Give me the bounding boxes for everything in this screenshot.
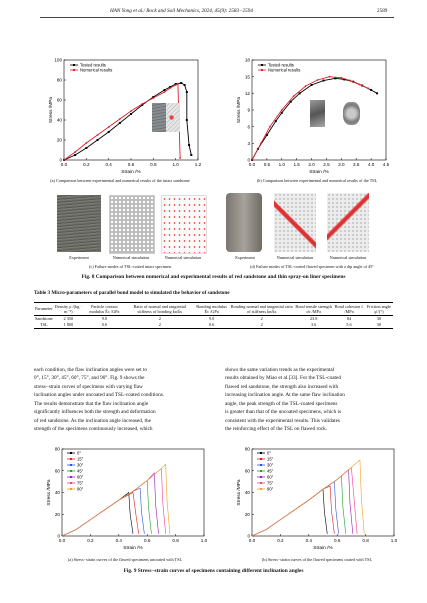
table-row <box>34 315 393 322</box>
x-tick-label: 1.0 <box>390 538 398 543</box>
y-tick-label: 40 <box>244 490 250 496</box>
x-tick-label: 0.4 <box>115 538 122 543</box>
fig8c-caption: (c) Failure modes of TSL-coated intact specimen <box>88 264 172 269</box>
y-tick-label: 6 <box>247 124 250 130</box>
y-tick-label: 18 <box>244 57 250 63</box>
legend-marker <box>70 482 72 484</box>
series-line <box>62 493 133 537</box>
data-point <box>260 142 262 144</box>
fig8d-label-sim-1: Numerical simulation <box>276 255 314 260</box>
data-point <box>269 126 271 128</box>
header-rule <box>40 17 394 18</box>
data-point <box>190 154 192 156</box>
table-cell: 1 800 <box>54 322 83 329</box>
data-point <box>358 84 360 86</box>
x-tick-label: 0.8 <box>150 162 157 167</box>
legend-label: Numerical results <box>80 67 113 73</box>
fig8c-label-sim-1: Numerical simulation <box>112 255 150 260</box>
data-point <box>349 80 351 82</box>
table-cell: 30 <box>376 316 382 322</box>
data-point <box>322 80 324 82</box>
fig8a-inset-specimen <box>152 103 166 132</box>
table3-header-cell: Friction angle φ̄ /(°) <box>365 303 393 316</box>
x-tick-label: 0.6 <box>144 538 151 543</box>
text-line: is greater than that of the uncoated specimens, which is <box>225 409 342 416</box>
x-tick-label: 1.0 <box>278 162 285 167</box>
legend-label: 60° <box>267 474 274 480</box>
data-point <box>311 84 313 86</box>
text-line: shows the same variation trends as the experimental <box>225 367 335 373</box>
data-point <box>108 131 110 133</box>
fig8a-inset-simulation <box>166 103 180 132</box>
data-point <box>367 87 369 89</box>
data-point <box>186 91 188 93</box>
table-cell: 30 <box>365 322 393 329</box>
data-point <box>141 103 143 105</box>
fig8c-experiment-photo <box>57 195 101 252</box>
text-line: inclination angles under uncoated and TSL-coated conditions. <box>34 392 165 399</box>
data-point <box>152 97 154 99</box>
x-tick-label: 0.5 <box>263 162 271 167</box>
y-tick-label: 3 <box>247 140 250 146</box>
y-tick-label: 60 <box>54 468 60 474</box>
y-tick-label: 0 <box>247 533 250 539</box>
x-tick-label: 0.4 <box>105 162 112 167</box>
y-tick-label: 0 <box>247 157 250 163</box>
y-tick-label: 40 <box>56 117 62 123</box>
data-point <box>85 147 87 149</box>
data-point <box>175 84 177 86</box>
data-point <box>317 79 319 81</box>
legend-marker <box>70 476 72 478</box>
fig9-chart-a <box>40 445 210 550</box>
legend-label: 15° <box>77 456 84 462</box>
y-tick-label: 100 <box>54 57 62 63</box>
text-line: of red sandstone. As the inclination angle increased, the <box>34 417 151 424</box>
data-point <box>281 112 283 114</box>
data-point <box>74 154 76 156</box>
table-cell: 2 <box>126 322 194 329</box>
text-line: 0°, 15°, 30°, 45°, 60°, 75°, and 90°. Fig. 9 shows the <box>34 375 145 382</box>
running-header: HAN Yong et al./ Rock and Soil Mechanics, 2024, 45(9): 2583−2594 <box>110 8 253 14</box>
data-point <box>169 87 171 89</box>
x-axis-label: Strain /% <box>123 546 143 550</box>
table-row <box>34 322 393 329</box>
legend-label: 75° <box>267 480 274 486</box>
y-tick-label: 0 <box>59 157 62 163</box>
x-tick-label: 3.0 <box>338 162 345 167</box>
data-point <box>164 91 166 93</box>
data-point <box>370 89 372 91</box>
table-cell: 0.6 <box>83 322 126 329</box>
data-point <box>275 120 277 122</box>
data-point <box>130 113 132 115</box>
x-tick-label: 4.5 <box>382 162 390 167</box>
fig9a-caption: (a) Stress−strain curves of the flawed specimens uncoated with TSL <box>67 557 183 562</box>
data-point <box>119 118 121 120</box>
table3 <box>34 302 393 329</box>
legend-marker <box>260 482 262 484</box>
table3-header-cell: Parameter <box>34 303 54 316</box>
y-tick-label: 60 <box>56 97 62 103</box>
table-cell: 2 <box>229 322 294 329</box>
table-cell: 2 <box>260 316 263 322</box>
text-line: stress−strain curves of specimens with varying flaw <box>34 383 143 390</box>
data-point <box>376 92 378 94</box>
fig8-caption: Fig. 8 Comparison between numerical and experimental results of red sandstone and thin spray-on liner specimens <box>81 274 346 280</box>
legend-label: Tested results <box>80 62 106 68</box>
y-axis-label: Stress /MPa <box>237 479 242 506</box>
legend-label: 0° <box>77 450 82 456</box>
data-point <box>74 151 76 153</box>
x-tick-label: 0.4 <box>305 538 312 543</box>
y-tick-label: 20 <box>244 511 250 517</box>
table-cell: 2 350 <box>63 316 74 322</box>
x-axis-label: Strain /% <box>309 170 329 174</box>
body-text-left <box>34 366 200 434</box>
series-line <box>252 486 327 536</box>
fig8c-label-sim-2: Numerical simulation <box>164 255 202 260</box>
legend-label: 60° <box>77 474 84 480</box>
legend-label: 90° <box>267 486 274 492</box>
data-point <box>340 77 342 79</box>
data-point <box>130 110 132 112</box>
legend-label: 15° <box>267 456 274 462</box>
x-tick-label: 0.0 <box>60 162 68 167</box>
x-tick-label: 1.2 <box>194 162 202 167</box>
table3-header-cell: Bonding modulus Ēc /GPa <box>194 303 230 316</box>
x-tick-label: 0.0 <box>248 162 256 167</box>
series-line <box>252 482 339 536</box>
text-line: results obtained by Miao et al.[33]. For the TSL-coated <box>225 375 341 382</box>
text-line: The results demonstrate that the flaw inclination angle <box>34 400 149 407</box>
text-line: each condition, the flaw inclination angles were set to <box>34 367 147 373</box>
y-axis-label: Stress /MPa <box>47 479 52 506</box>
table-cell: 9.0 <box>208 316 215 322</box>
legend-label: 0° <box>267 450 272 456</box>
fig8c-label-experiment: Experiment <box>69 255 89 260</box>
data-point <box>184 84 186 86</box>
legend-label: Tested results <box>268 62 294 68</box>
x-axis-label: Strain /% <box>121 170 141 174</box>
legend-marker <box>70 464 72 466</box>
data-point <box>164 89 166 91</box>
legend-label: 30° <box>77 462 84 468</box>
fig8d-label-sim-2: Numerical simulation <box>329 255 367 260</box>
fig8b-inset-simulation <box>343 102 360 125</box>
x-tick-label: 3.5 <box>353 162 360 167</box>
data-point <box>179 157 181 159</box>
fig8d-simulation-photo-2 <box>327 193 369 252</box>
x-tick-label: 0.6 <box>127 162 135 167</box>
legend-marker <box>260 452 262 454</box>
data-point <box>85 142 87 144</box>
table3-header-cell: Ratio of normal and tangential stiffness of bonding k̄n/k̄s <box>126 303 194 316</box>
fig8c-simulation-photo-2 <box>161 195 207 254</box>
y-tick-label: 12 <box>244 90 250 96</box>
legend-marker <box>260 476 262 478</box>
table3-title: Table 3 Micro-parameters of parallel bond model to simulated the behavior of sandstone <box>34 290 230 296</box>
x-tick-label: 0.2 <box>277 538 284 543</box>
data-point <box>63 159 65 161</box>
y-tick-label: 80 <box>54 446 60 452</box>
x-tick-label: 0.8 <box>362 538 369 543</box>
table-cell: TSL <box>34 322 54 329</box>
x-tick-label: 0.8 <box>172 538 179 543</box>
legend-label: Numerical results <box>268 67 301 73</box>
legend-marker <box>260 464 262 466</box>
data-point <box>305 85 307 87</box>
fig8d-simulation-photo-1 <box>274 193 316 252</box>
x-tick-label: 2.0 <box>308 162 315 167</box>
legend-marker <box>70 488 72 490</box>
data-point <box>97 139 99 141</box>
x-tick-label: 1.0 <box>200 538 208 543</box>
text-line: significantly influences both the strength and deformation <box>34 409 156 416</box>
table-cell: 9.0 <box>101 316 108 322</box>
text-line: the reinforcing effect of the TSL on flawed rock. <box>225 426 328 433</box>
legend-marker <box>73 69 75 71</box>
x-tick-label: 1.5 <box>293 162 300 167</box>
fig8d-label-experiment: Experiment <box>235 255 255 260</box>
text-line: increasing inclination angle. At the same flaw inclination <box>225 392 345 399</box>
table-cell: 2 <box>158 316 161 322</box>
table-cell: Sandstone <box>35 316 53 322</box>
data-point <box>97 134 99 136</box>
data-point <box>299 92 301 94</box>
fig9b-caption: (b) Stress−strain curves of the flawed specimens coated with TSL <box>261 557 373 562</box>
y-tick-label: 0 <box>57 533 60 539</box>
x-tick-label: 0.6 <box>334 538 341 543</box>
fig8b-caption: (b) Comparison between experimental and numerical results of the TSL <box>256 178 378 183</box>
y-tick-label: 15 <box>244 74 250 80</box>
table3-header-cell: Particle contact modulus Ēc /GPa <box>83 303 126 316</box>
table-cell: 0.6 <box>194 322 230 329</box>
legend-marker <box>70 452 72 454</box>
table3-header-row <box>34 303 393 316</box>
x-tick-label: 0.2 <box>83 162 90 167</box>
legend-label: 45° <box>267 468 274 474</box>
fig9-caption: Fig. 9 Stress−strain curves of specimens containing different inclination angles <box>123 568 304 574</box>
y-tick-label: 60 <box>244 468 250 474</box>
y-tick-label: 40 <box>54 490 60 496</box>
data-point <box>293 95 295 97</box>
legend-marker <box>261 69 263 71</box>
y-tick-label: 9 <box>247 107 250 113</box>
data-point <box>329 76 331 78</box>
y-tick-label: 20 <box>54 511 60 517</box>
x-tick-label: 0.0 <box>248 538 256 543</box>
table3-header-cell: Bond tensile strength σ̄c /MPa <box>295 303 332 314</box>
body-text-right <box>225 366 391 434</box>
fig8b-inset-specimen <box>310 100 325 127</box>
x-tick-label: 1.0 <box>172 162 179 167</box>
y-axis-label: Stress /MPa <box>49 96 54 124</box>
x-tick-label: 4.0 <box>367 162 375 167</box>
data-point <box>177 83 179 85</box>
text-line: angle, the peak strength of the TSL-coated specimens <box>225 400 338 407</box>
data-point <box>188 144 190 146</box>
legend-marker <box>70 458 72 460</box>
data-point <box>186 119 188 121</box>
fig8c-simulation-photo-1 <box>109 195 155 254</box>
legend-marker <box>260 458 262 460</box>
table-cell: 84 <box>346 316 352 322</box>
x-tick-label: 0.0 <box>58 538 66 543</box>
x-tick-label: 0.2 <box>87 538 94 543</box>
table3-header-cell: Bonding normal and tangential ratio of stiffness k̄n/k̄s <box>230 303 293 314</box>
table-cell: 23.8 <box>309 316 318 322</box>
table3-header-cell: Density ρ /(kg · m⁻³) <box>54 303 82 314</box>
y-tick-label: 80 <box>56 77 62 83</box>
data-point <box>281 109 283 111</box>
series-line <box>62 493 139 537</box>
legend-marker <box>73 64 75 66</box>
legend-label: 75° <box>77 480 84 486</box>
fig8d-caption: (d) Failure modes of TSL-coated flawed specimen with a dip angle of 45° <box>250 264 374 269</box>
fig8d-experiment-photo <box>226 193 262 252</box>
legend-marker <box>260 470 262 472</box>
fig8a-caption: (a) Comparison between experimental and numerical results of the intact sandstone <box>50 178 190 183</box>
data-point <box>108 126 110 128</box>
text-line: strength of the specimens continuously increased, which <box>34 426 153 433</box>
legend-marker <box>260 488 262 490</box>
data-point <box>251 159 253 161</box>
table3-header-cell: Bond cohesion c̄ /MPa <box>334 303 364 314</box>
fig9-chart-b <box>230 445 400 550</box>
data-point <box>119 122 121 124</box>
y-tick-label: 80 <box>244 446 250 452</box>
x-axis-label: Strain /% <box>313 546 333 550</box>
page-number: 2589 <box>377 8 388 14</box>
legend-marker <box>261 64 263 66</box>
table-cell: 5.6 <box>333 322 365 329</box>
legend-label: 30° <box>267 462 274 468</box>
legend-marker <box>70 470 72 472</box>
y-tick-label: 20 <box>56 137 62 143</box>
y-axis-label: Stress /MPa <box>237 96 242 124</box>
table-cell: 3.6 <box>294 322 333 329</box>
x-tick-label: 2.5 <box>323 162 330 167</box>
legend-label: 90° <box>77 486 84 492</box>
text-line: consistent with the experimental results. This validates <box>225 417 340 424</box>
legend-label: 45° <box>77 468 84 474</box>
data-point <box>180 82 182 84</box>
text-line: flawed red sandstone, the strength also increased with <box>225 383 339 390</box>
